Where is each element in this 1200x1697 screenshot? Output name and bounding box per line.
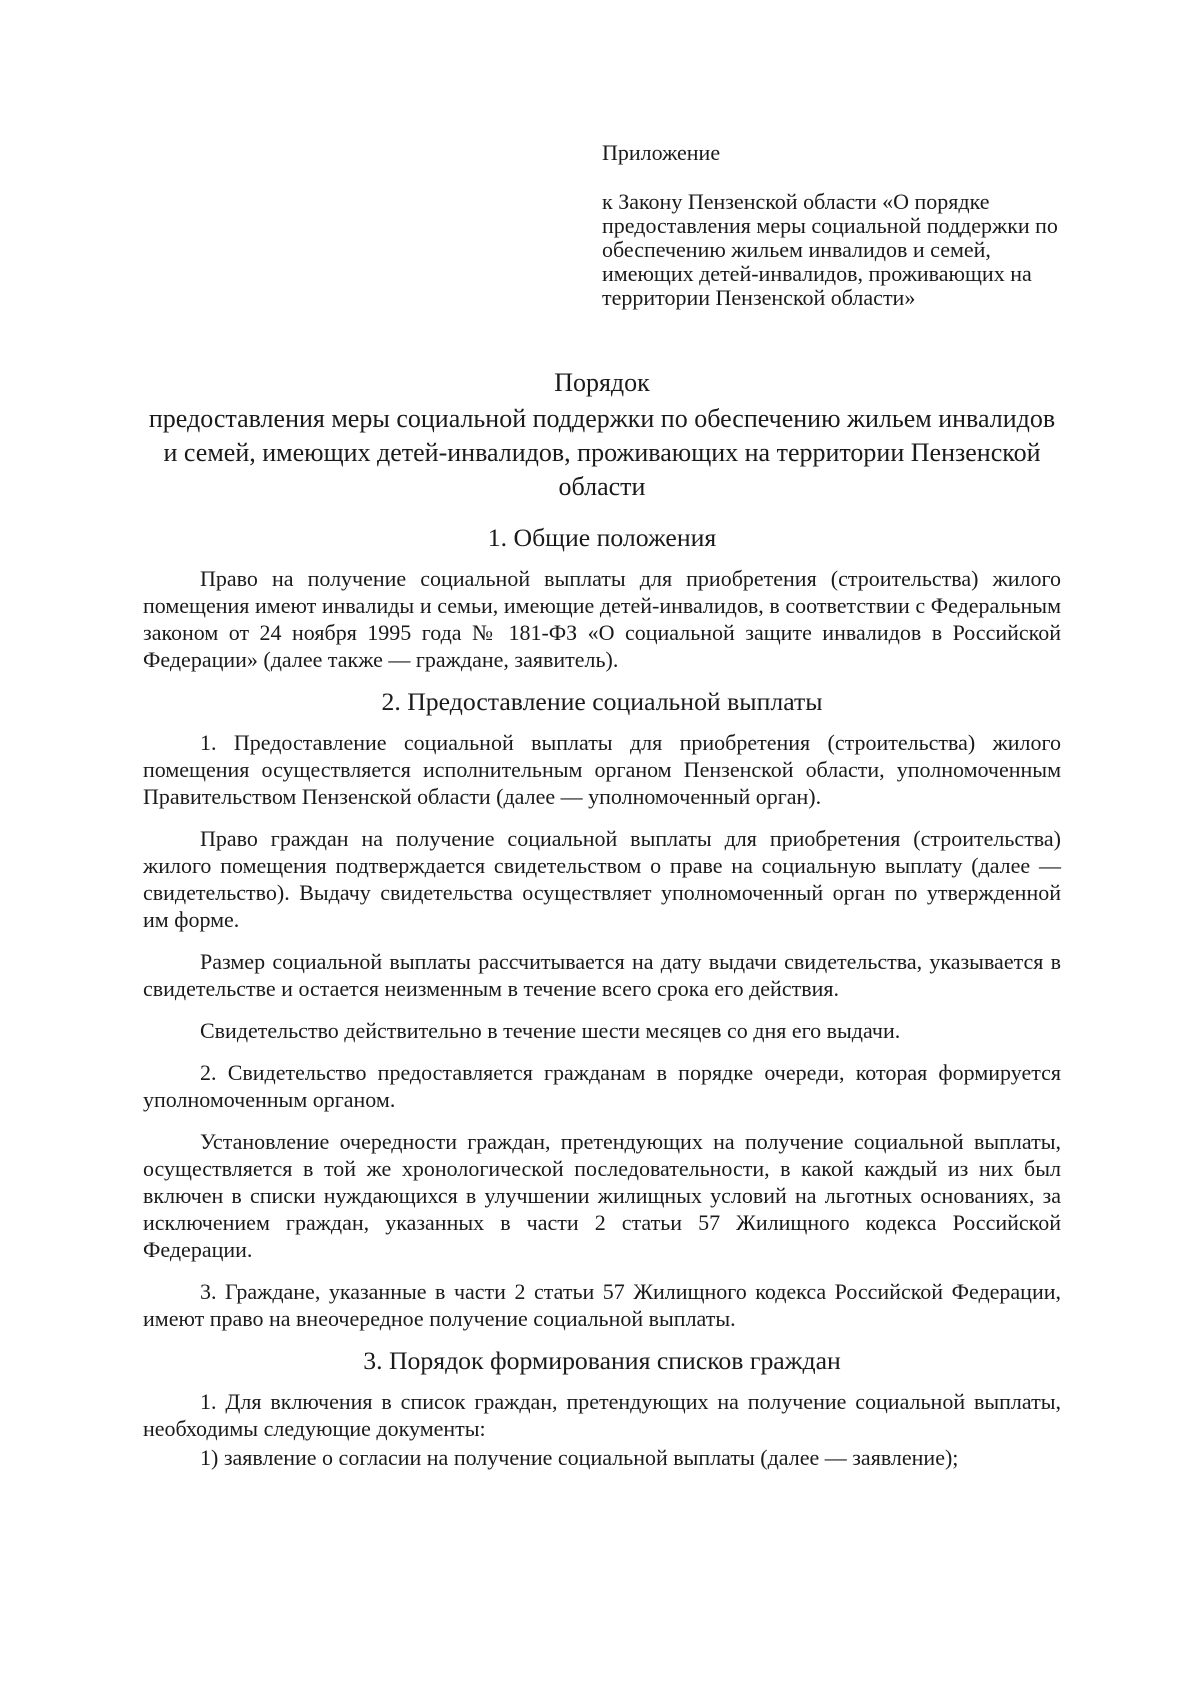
paragraph: Право граждан на получение социальной выплаты для приобретения (строительства) жилого помещения подтверждается свидетельством о праве на социальную выплату (далее — свидетельство). Выдачу свидетельства осуществляет уполномоченный орган по утвержденной им форме. [143,826,1061,932]
section-heading: 2. Предоставление социальной выплаты [381,687,823,716]
appendix-block [602,141,1072,310]
section-1 [143,524,1061,673]
paragraph: Установление очередности граждан, претендующих на получение социальной выплаты, осуществляется в той же хронологической последовательности, в какой каждый из них был включен в списки нуждающихся в улучшении жилищных условий на льготных основаниях, за исключением граждан, указанных в части 2 статьи 57 Жилищного кодекса Российской Федерации. [143,1129,1061,1262]
paragraph: 3. Граждане, указанные в части 2 статьи 57 Жилищного кодекса Российской Федерации, имеют право на внеочередное получение социальной выплаты. [143,1279,1061,1331]
paragraph: 1. Предоставление социальной выплаты для приобретения (строительства) жилого помещения осуществляется исполнительным органом Пензенской области, уполномоченным Правительством Пензенской области (далее — уполномоченный орган). [143,730,1061,809]
paragraph: 1. Для включения в список граждан, претендующих на получение социальной выплаты, необходимы следующие документы: [143,1389,1061,1441]
paragraph: 1) заявление о согласии на получение социальной выплаты (далее — заявление); [200,1445,959,1470]
section-2 [143,688,1061,1332]
paragraph: Право на получение социальной выплаты для приобретения (строительства) жилого помещения имеют инвалиды и семьи, имеющие детей-инвалидов, в соответствии с Федеральным законом от 24 ноября 1995 года № 181-ФЗ «О социальной защите инвалидов в Российской Федерации» (далее также — граждане, заявитель). [143,566,1061,672]
paragraph: Размер социальной выплаты рассчитывается на дату выдачи свидетельства, указывается в свидетельстве и остается неизменным в течение всего срока его действия. [143,949,1061,1001]
appendix-reference: к Закону Пензенской области «О порядке предоставления меры социальной поддержки по обеспечению жильем инвалидов и семей, имеющих детей-инвалидов, проживающих на территории Пензенской области» [602,189,1058,310]
paragraph: 2. Свидетельство предоставляется гражданам в порядке очереди, которая формируется уполномоченным органом. [143,1060,1061,1112]
section-3 [143,1347,1061,1471]
document-subtitle: предоставления меры социальной поддержки по обеспечению жильем инвалидов и семей, имеющих детей-инвалидов, проживающих на территории Пензенской области [148,404,1056,501]
document-title: Порядок [554,368,650,397]
paragraph: Свидетельство действительно в течение шести месяцев со дня его выдачи. [200,1018,901,1043]
appendix-label: Приложение [602,140,721,165]
section-heading: 1. Общие положения [487,523,717,552]
document-body [143,366,1061,1486]
section-heading: 3. Порядок формирования списков граждан [363,1346,841,1375]
